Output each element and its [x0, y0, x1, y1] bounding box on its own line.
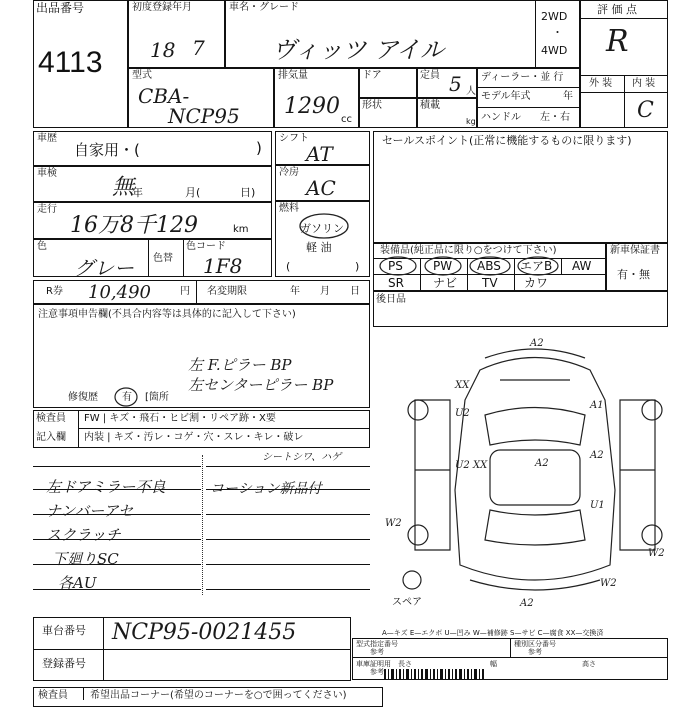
model-code-2: NCP95 — [168, 104, 240, 128]
diag-mark-6: A2 — [535, 458, 549, 469]
lot-number-value: 4113 — [38, 46, 103, 79]
equipment-label: 装備品(純正品に限り○をつけて下さい) — [380, 245, 557, 256]
model-grade-label: 車名・グレード — [229, 2, 299, 13]
spare-label: スペア — [392, 597, 422, 608]
equip-ps: PS — [388, 259, 403, 273]
inspector-hand-right: シートシワ、ハゲ — [262, 452, 342, 463]
first-reg-month: 7 — [192, 36, 205, 60]
equip-leather: カワ — [524, 276, 549, 290]
fuel-diesel: 軽 油 — [306, 241, 332, 254]
ac-label: 冷房 — [279, 167, 299, 178]
category-label: 種別区分番号 — [514, 640, 556, 648]
sales-point-box — [373, 131, 668, 243]
model-code-label: 型式 — [132, 70, 152, 81]
equip-pw: PW — [433, 259, 453, 273]
kg-unit: kg — [466, 117, 476, 126]
rating-label: 評 価 点 — [597, 3, 637, 16]
dims-ref: 参考 — [370, 668, 384, 676]
left-note-3: スクラッチ — [46, 526, 121, 544]
footer-label: 検査員 — [38, 690, 68, 701]
body-label: 形状 — [362, 100, 382, 111]
diag-mark-2: XX — [455, 380, 470, 391]
capacity-label: 定員 — [420, 70, 440, 81]
drive-2wd: 2WD — [541, 10, 568, 23]
history-value: 自家用・( — [74, 141, 140, 159]
recycle-label: R券 — [46, 286, 63, 297]
right-note: コーション新品付 — [210, 481, 322, 497]
repaint-label: 色替 — [153, 253, 173, 264]
equip-navi: ナビ — [433, 276, 458, 290]
diag-mark-4: A1 — [590, 400, 604, 411]
dims-width: 幅 — [490, 660, 497, 668]
color-label: 色 — [37, 241, 47, 252]
notes-line1: 左 F.ピラー BP — [188, 356, 292, 374]
category-ref: 参考 — [528, 648, 542, 656]
left-note-4: 下廻りSC — [52, 550, 119, 568]
mileage-value: 16万8千129 — [70, 213, 198, 238]
type-label: 型式指定番号 — [356, 640, 398, 648]
diag-mark-12: A2 — [590, 450, 604, 461]
sales-point-label: セールスポイント(正常に機能するものに限ります) — [382, 134, 632, 147]
footer-text: 希望出品コーナー(希望のコーナーを○で囲ってください) — [90, 690, 347, 701]
shift-label: シフト — [279, 133, 309, 144]
equip-aw: AW — [572, 259, 592, 273]
handle-value: 左・右 — [540, 112, 570, 123]
first-reg-label: 初度登録年月 — [132, 2, 192, 13]
dealer-label: ディーラー・並 行 — [481, 72, 564, 83]
left-note-5: 各AU — [58, 574, 97, 592]
inspection-month: 月( — [185, 186, 201, 199]
equip-airbag: エアB — [520, 259, 553, 273]
displacement-label: 排気量 — [278, 70, 308, 81]
int-grade: C — [637, 98, 654, 123]
type-ref: 参考 — [370, 648, 384, 656]
inspector-row-2: 内装 | キズ・汚レ・コゲ・穴・スレ・キレ・破レ — [84, 432, 304, 443]
diag-mark-8: W2 — [385, 518, 402, 529]
car-damage-diagram — [390, 340, 680, 610]
color-value: グレー — [74, 256, 134, 280]
ac-value: AC — [306, 176, 336, 200]
diag-mark-1: A2 — [530, 338, 544, 349]
after-items-box — [373, 291, 668, 327]
load-label: 積載 — [420, 100, 440, 111]
color-code-value: 1F8 — [203, 254, 243, 278]
mileage-unit: km — [233, 224, 249, 235]
repair-label: 修復歴 — [68, 392, 98, 403]
fuel-paren-open: ( — [286, 260, 291, 273]
name-change-year: 年 — [290, 286, 300, 297]
model-code-1: CBA- — [138, 84, 190, 108]
after-items-label: 後日品 — [376, 294, 406, 305]
history-label: 車歴 — [37, 133, 57, 144]
dims-label: 車庫証明用 — [356, 660, 391, 668]
name-change-month: 月 — [320, 286, 330, 297]
drive-4wd: 4WD — [541, 44, 568, 57]
color-code-label: 色コード — [186, 241, 226, 252]
legend-text: A—キズ E—エクボ U—凹み W—補修跡 S—サビ C—腐食 XX—交換済 — [382, 629, 604, 637]
capacity-value: 5 — [449, 72, 462, 96]
rating-value: R — [606, 24, 629, 59]
history-box — [33, 131, 272, 166]
repair-place-label: [箇所 — [145, 392, 169, 403]
drive-dot: ・ — [552, 26, 563, 39]
diag-mark-11: A2 — [520, 598, 534, 609]
recycle-value: 10,490 — [88, 282, 151, 303]
equip-sr: SR — [388, 276, 404, 290]
inspection-year: 年 — [132, 186, 143, 199]
model-year-unit: 年 — [563, 91, 573, 102]
warranty-label: 新車保証書 — [610, 245, 660, 256]
chassis-label: 車台番号 — [42, 624, 86, 637]
warranty-value: 有・無 — [617, 268, 650, 281]
repair-circle — [113, 386, 139, 408]
mileage-label: 走行 — [37, 204, 57, 215]
inspector-row-1: FW | キズ・飛石・ヒビ割・リペア跡・X要 — [84, 413, 276, 424]
diag-mark-7: U1 — [590, 500, 605, 511]
diag-mark-9: W2 — [648, 548, 665, 559]
int-label: 内 装 — [632, 78, 656, 89]
fuel-paren-close: ) — [355, 260, 360, 273]
inspection-label: 車検 — [37, 168, 57, 179]
door-label: ドア — [362, 70, 382, 81]
fuel-circle-mark — [298, 212, 350, 240]
chassis-value: NCP95-0021455 — [112, 620, 297, 645]
fuel-label: 燃料 — [279, 203, 299, 214]
model-year-label: モデル年式 — [481, 91, 531, 102]
equip-tv: TV — [482, 276, 498, 290]
cc-unit: cc — [341, 114, 352, 125]
name-change-day: 日 — [350, 286, 360, 297]
diag-mark-10: W2 — [600, 578, 617, 589]
recycle-yen: 円 — [180, 286, 190, 297]
notes-line2: 左センターピラー BP — [188, 376, 334, 394]
inspector-label-1: 検査員 — [36, 413, 66, 424]
left-note-1: 左ドアミラー不良 — [46, 478, 166, 496]
ext-label: 外 装 — [589, 78, 613, 89]
equip-circles — [373, 255, 606, 277]
left-note-2: ナンバーアセ — [46, 502, 134, 520]
equip-abs: ABS — [477, 259, 501, 273]
person-unit: 人 — [466, 86, 476, 97]
dims-height: 高さ — [582, 660, 596, 668]
notes-label: 注意事項申告欄(不具合内容等は具体的に記入して下さい) — [38, 309, 296, 320]
diag-mark-5: U2 XX — [455, 460, 488, 471]
history-close: ) — [256, 139, 262, 157]
handle-label: ハンドル — [481, 112, 521, 123]
name-change-label: 名変期限 — [207, 286, 247, 297]
inspection-day: 日) — [240, 186, 256, 199]
reg-label: 登録番号 — [42, 657, 86, 670]
barcode — [384, 669, 664, 679]
diag-mark-3: U2 — [455, 408, 470, 419]
shift-value: AT — [306, 142, 333, 166]
repair-value: 有 — [122, 392, 132, 403]
fuel-gas: ガソリン — [300, 222, 344, 235]
inspector-label-2: 記入欄 — [36, 432, 66, 443]
inspection-mark: 無 — [112, 175, 135, 200]
displacement-value: 1290 — [284, 94, 340, 119]
model-grade-value: ヴィッツ アイル — [272, 36, 445, 64]
dims-length: 長さ — [398, 660, 412, 668]
first-reg-year: 18 — [150, 38, 176, 62]
lot-number-label: 出品番号 — [36, 1, 85, 15]
inspection-box — [33, 166, 272, 202]
